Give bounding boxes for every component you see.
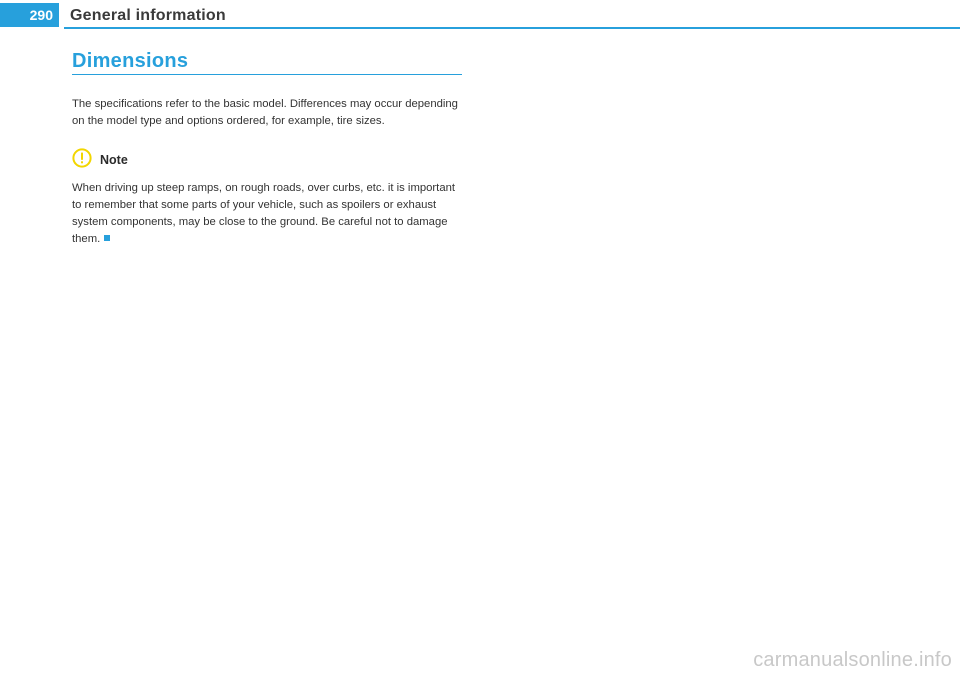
header-rule — [64, 27, 960, 29]
note-label: Note — [100, 153, 128, 167]
page-number: 290 — [0, 3, 59, 27]
intro-paragraph: The specifications refer to the basic model. Differences may occur depending on the model type and options ordered, for example, tire sizes. — [72, 98, 458, 127]
note-heading — [72, 147, 128, 169]
footer-watermark[interactable]: carmanualsonline.info — [753, 649, 952, 671]
section-title: Dimensions — [72, 50, 189, 72]
note-paragraph — [72, 180, 467, 248]
section-end-marker — [104, 235, 110, 241]
page-header-title: General information — [70, 7, 226, 24]
exclamation-circle-icon — [72, 148, 92, 168]
note-text: When driving up steep ramps, on rough roads, over curbs, etc. it is important to remember that some parts of your vehicle, such as spoilers or exhaust system components, may be close to the ground. Be careful not to damage them. — [72, 182, 456, 245]
section-rule — [72, 74, 462, 75]
